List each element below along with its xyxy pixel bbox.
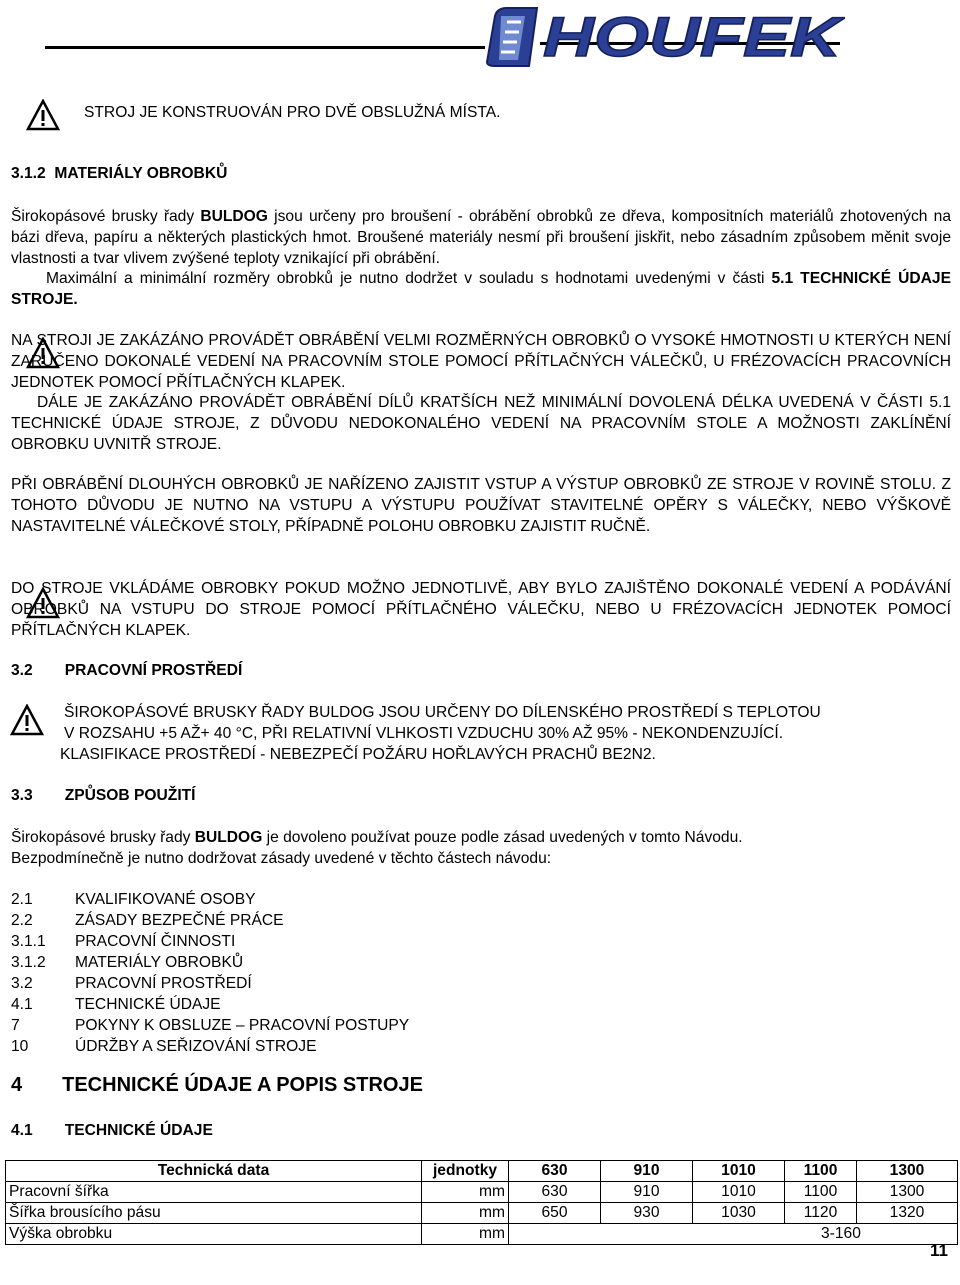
table-cell: 650: [509, 1203, 601, 1224]
table-cell: 630: [509, 1182, 601, 1203]
usage-paragraph: [11, 827, 743, 848]
long-workpieces-paragraph: PŘI OBRÁBĚNÍ DLOUHÝCH OBROBKŮ JE NAŘÍZENO ZAJISTIT VSTUP A VÝSTUP OBROBKŮ ZE STROJE V ROVINĚ STOLU. Z TOHOTO DŮVODU JE NUTNO NA VSTUPU A VÝSTUPU POUŽÍVAT STAVITELNÉ OPĚRY S VÁLEČKY, NEBO VÝŠKOVĚ NASTAVITELNÉ VÁLEČKOVÉ STOLY, PŘÍPADNĚ POLOHU OBROBKU ZAJISTIT RUČNĚ.: [11, 476, 951, 535]
list-text: KVALIFIKOVANÉ OSOBY: [75, 891, 256, 908]
list-number: 3.1.2: [11, 954, 46, 971]
list-item: [11, 1015, 409, 1036]
list-text: MATERIÁLY OBROBKŮ: [75, 954, 244, 971]
table-cell: Pracovní šířka: [6, 1182, 422, 1203]
list-item: [11, 1036, 409, 1057]
section-list: [11, 889, 409, 1057]
section-title: MATERIÁLY OBROBKŮ: [54, 165, 228, 182]
list-item: [11, 889, 409, 910]
dimensions-paragraph: [11, 268, 951, 310]
header-cell: jednotky: [422, 1161, 509, 1182]
section-3-1-2-heading: [11, 163, 227, 184]
header-cell: 1300: [857, 1161, 958, 1182]
product-name: BULDOG: [194, 829, 263, 846]
text: Širokopásové brusky řady: [11, 208, 201, 225]
list-number: 3.2: [11, 975, 33, 992]
houfek-logo: [485, 2, 845, 72]
section-3-2-heading: [11, 660, 242, 681]
table-cell: Šířka brousícího pásu: [6, 1203, 422, 1224]
text: Maximální a minimální rozměry obrobků je nutno dodržet v souladu s hodnotami uvedenými v části: [46, 270, 772, 287]
table-cell: mm: [422, 1182, 509, 1203]
list-number: 7: [11, 1017, 20, 1034]
table-cell: 910: [601, 1182, 693, 1203]
text: jsou určeny pro broušení - obrábění obrobků ze dřeva, kompositních materiálů zhotovených na bázi dřeva, papíru a některých plastických hmot. Broušené materiály nesmí při broušení jiskřit, nebo zásadním způsobem měnit svoje vlastnosti a tvar vlivem zvýšené teploty vznikající při obrábění.: [11, 208, 951, 267]
list-text: ZÁSADY BEZPEČNÉ PRÁCE: [75, 912, 284, 929]
table-row: [6, 1182, 958, 1203]
list-text: ÚDRŽBY A SEŘIZOVÁNÍ STROJE: [75, 1038, 317, 1055]
chapter-4-heading: [11, 1072, 423, 1098]
chapter-number: 4: [11, 1074, 23, 1096]
section-number: 3.2: [11, 662, 33, 679]
table-header-row: [6, 1161, 958, 1182]
materials-paragraph: [11, 206, 951, 269]
table-cell: mm: [422, 1224, 509, 1245]
environment-line-1: ŠIROKOPÁSOVÉ BRUSKY ŘADY BULDOG JSOU URČENY DO DÍLENSKÉHO PROSTŘEDÍ S TEPLOTOU: [64, 704, 821, 721]
section-number: 3.3: [11, 787, 33, 804]
text: NA STROJI JE ZAKÁZÁNO PROVÁDĚT OBRÁBĚNÍ VELMI ROZMĚRNÝCH OBROBKŮ O VYSOKÉ HMOTNOSTI U KTERÝCH NENÍ ZARUČENO DOKONALÉ VEDENÍ NA PRACOVNÍM STOLE POMOCÍ PŘÍTLAČNÝCH VÁLEČKŮ, U FRÉZOVACÍCH PRACOVNÍCH JEDNOTEK POMOCÍ PŘÍTLAČNÝCH KLAPEK.: [11, 332, 951, 391]
table-row: [6, 1203, 958, 1224]
table-cell: 1010: [693, 1182, 785, 1203]
environment-line-2: V ROZSAHU +5 AŽ+ 40 °C, PŘI RELATIVNÍ VLHKOSTI VZDUCHU 30% AŽ 95% - NEKONDENZUJÍCÍ.: [64, 725, 784, 742]
section-3-3-heading: [11, 785, 196, 806]
list-text: PRACOVNÍ PROSTŘEDÍ: [75, 975, 252, 992]
list-item: [11, 973, 409, 994]
table-cell: 1030: [693, 1203, 785, 1224]
list-number: 10: [11, 1038, 29, 1055]
list-item: [11, 931, 409, 952]
list-number: 3.1.1: [11, 933, 46, 950]
page-number: 11: [930, 1241, 948, 1260]
svg-text:HOUFEK: HOUFEK: [543, 5, 845, 68]
header-cell: 1100: [785, 1161, 857, 1182]
table-cell: 1320: [857, 1203, 958, 1224]
list-item: [11, 910, 409, 931]
list-item: [11, 952, 409, 973]
section-number: 4.1: [11, 1122, 33, 1139]
list-text: POKYNY K OBSLUZE – PRACOVNÍ POSTUPY: [75, 1017, 410, 1034]
list-number: 2.2: [11, 912, 33, 929]
table-cell: 1100: [785, 1182, 857, 1203]
section-4-1-heading: [11, 1120, 213, 1141]
header-cell: 1010: [693, 1161, 785, 1182]
text: je dovoleno používat pouze podle zásad uvedených v tomto Návodu.: [262, 829, 743, 846]
table-row: [6, 1224, 958, 1245]
warning-icon: [10, 704, 44, 741]
warning-icon: [26, 99, 60, 136]
header-cell: 630: [509, 1161, 601, 1182]
table-cell: Výška obrobku: [6, 1224, 422, 1245]
text: DÁLE JE ZAKÁZÁNO PROVÁDĚT OBRÁBĚNÍ DÍLŮ KRATŠÍCH NEŽ MINIMÁLNÍ DOVOLENÁ DÉLKA UVEDENÁ V ČÁSTI 5.1 TECHNICKÉ ÚDAJE STROJE, Z DŮVODU NEDOKONALÉHO VEDENÍ NA PRACOVNÍM STOLE A MOŽNOSTI ZAKLÍNĚNÍ OBROBKU UVNITŘ STROJE.: [11, 394, 951, 453]
section-title: PRACOVNÍ PROSTŘEDÍ: [64, 662, 243, 679]
list-text: PRACOVNÍ ČINNOSTI: [75, 933, 236, 950]
section-title: TECHNICKÉ ÚDAJE: [64, 1122, 213, 1139]
header-cell: 910: [601, 1161, 693, 1182]
product-name: BULDOG: [200, 208, 268, 225]
section-number: 3.1.2: [11, 165, 46, 182]
table-cell: 930: [601, 1203, 693, 1224]
table-cell: 1300: [857, 1182, 958, 1203]
list-number: 2.1: [11, 891, 33, 908]
warning-short-parts: [11, 392, 951, 455]
list-text: TECHNICKÉ ÚDAJE: [75, 996, 221, 1013]
list-number: 4.1: [11, 996, 33, 1013]
warning-two-operators: STROJ JE KONSTRUOVÁN PRO DVĚ OBSLUŽNÁ MÍSTA.: [84, 104, 501, 121]
environment-line-3: KLASIFIKACE PROSTŘEDÍ - NEBEZPEČÍ POŽÁRU HOŘLAVÝCH PRACHŮ BE2N2.: [60, 746, 656, 763]
chapter-title: TECHNICKÉ ÚDAJE A POPIS STROJE: [62, 1074, 423, 1096]
header-cell: Technická data: [6, 1161, 422, 1182]
warning-feed-individually: [11, 578, 951, 641]
technical-data-table: [5, 1160, 958, 1245]
text: DO STROJE VKLÁDÁME OBROBKY POKUD MOŽNO JEDNOTLIVĚ, ABY BYLO ZAJIŠTĚNO DOKONALÉ VEDENÍ A PODÁVÁNÍ OBROBKŮ NA VSTUPU DO STROJE POMOCÍ PŘÍTLAČNÉHO VÁLEČKU, NEBO U FRÉZOVACÍCH JEDNOTEK POMOCÍ PŘÍTLAČNÝCH KLAPEK.: [11, 580, 951, 639]
table-cell: mm: [422, 1203, 509, 1224]
warning-large-workpieces: [11, 330, 951, 393]
table-cell: 1120: [785, 1203, 857, 1224]
section-title: ZPŮSOB POUŽITÍ: [64, 787, 196, 804]
list-item: [11, 994, 409, 1015]
header-rule: [45, 46, 485, 49]
table-cell: 3-160: [509, 1224, 958, 1245]
usage-paragraph-2: Bezpodmínečně je nutno dodržovat zásady uvedené v těchto částech návodu:: [11, 850, 552, 867]
text: Širokopásové brusky řady: [11, 829, 195, 846]
reference: 5.1 TECHNICKÉ ÚDAJE STROJE.: [11, 270, 951, 308]
